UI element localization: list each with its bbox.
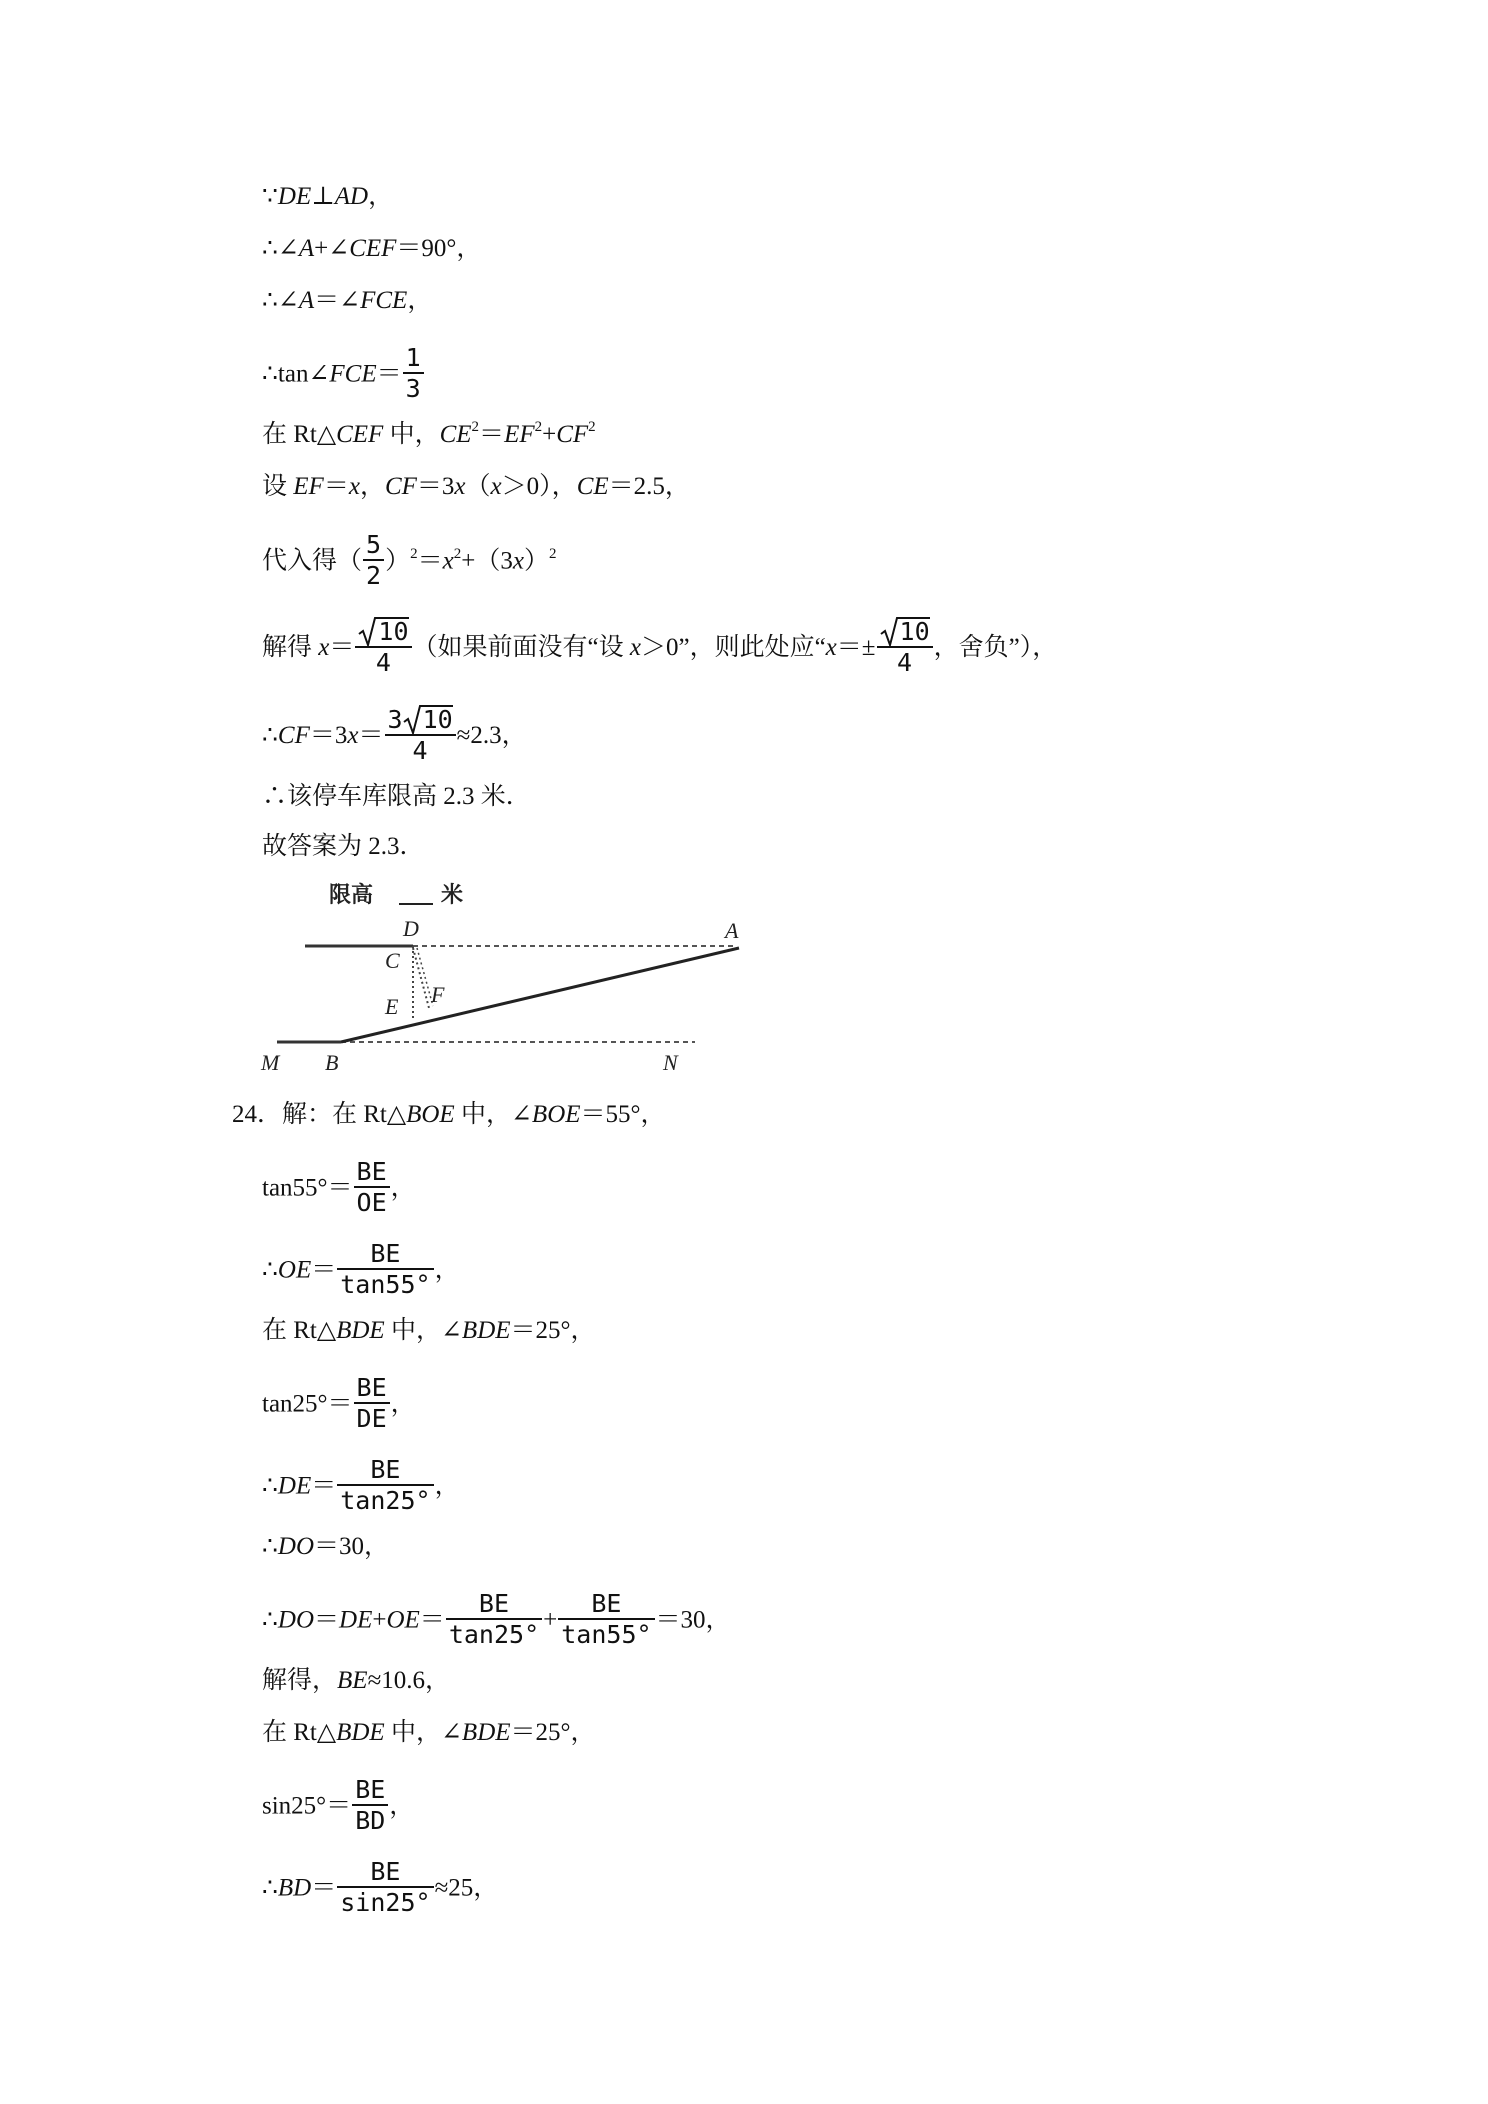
text: x: [490, 473, 502, 500]
line-substitute: [262, 530, 557, 593]
text: ，: [434, 1472, 460, 1500]
text: ＝: [417, 547, 443, 575]
text: sin25°＝: [262, 1792, 352, 1820]
numerator: [877, 617, 933, 646]
line-oe: [262, 1239, 460, 1302]
radicand: 10: [899, 617, 930, 646]
exponent: 2: [588, 419, 596, 435]
radical-sign: [403, 705, 423, 735]
fraction: [354, 1158, 390, 1218]
text: ∴: [262, 1472, 278, 1500]
text: 设: [262, 473, 294, 500]
text: ≈2.3，: [456, 722, 527, 750]
denominator: tan55°: [558, 1618, 654, 1650]
text: ＝: [479, 421, 505, 448]
text: DO: [277, 1606, 315, 1634]
text: ，: [390, 1390, 416, 1418]
text: ）: [523, 547, 549, 575]
text: tan25°＝: [262, 1390, 353, 1418]
sqrt: [880, 617, 930, 646]
text: ＝3: [309, 722, 348, 750]
text: tan55°＝: [262, 1174, 353, 1202]
text: 24．解：在 Rt△: [232, 1101, 407, 1128]
figure-unit: 米: [441, 882, 464, 907]
line-de: [262, 1455, 460, 1518]
text: 在 Rt△: [262, 1317, 337, 1344]
text: ，: [407, 287, 433, 314]
sqrt: [403, 705, 453, 734]
text: ≈10.6，: [367, 1667, 451, 1694]
text: CEF: [336, 421, 384, 448]
text: ＝±: [836, 634, 876, 662]
numerator: 5: [366, 530, 382, 559]
text: ，: [368, 183, 394, 210]
numerator: [355, 617, 411, 646]
line-set-variables: [262, 472, 690, 502]
line-conclusion: ∴该停车库限高 2.3 米．: [262, 783, 531, 810]
line-solve-x: [262, 619, 1057, 680]
text: x: [348, 473, 360, 500]
text: ，: [390, 1174, 416, 1202]
text: DO: [277, 1533, 315, 1560]
text: ＝90°，: [396, 235, 482, 262]
denominator: 4: [355, 646, 411, 678]
denominator: OE: [354, 1186, 390, 1218]
text: x: [442, 547, 454, 575]
radical-sign: [880, 617, 900, 647]
text: FCE: [360, 287, 408, 314]
ramp-line-ab: [341, 948, 739, 1042]
fraction: [337, 1456, 433, 1516]
line-triangle-bde-2: [262, 1718, 596, 1748]
text: +: [542, 421, 557, 448]
text: BDE: [336, 1719, 385, 1746]
text: BDE: [461, 1719, 511, 1746]
exponent: 2: [410, 545, 418, 562]
fraction: [446, 1590, 542, 1650]
text: x: [347, 722, 359, 750]
text: 解得: [262, 634, 319, 662]
label-a: A: [725, 918, 739, 943]
text: ＝: [311, 1472, 337, 1500]
text: DE: [277, 183, 312, 210]
text: EF: [293, 473, 324, 500]
numerator: BE: [370, 1455, 401, 1484]
text: DE: [339, 1606, 373, 1634]
text: ＞0”，则此处应“: [640, 634, 826, 662]
label-c: C: [385, 948, 400, 973]
numerator: BE: [591, 1589, 622, 1618]
text: +∠: [314, 235, 350, 262]
line-be-value: [262, 1666, 450, 1696]
text: +: [372, 1606, 387, 1634]
text: +: [543, 1606, 558, 1634]
numerator: BE: [355, 1775, 386, 1804]
text: ，: [434, 1256, 460, 1284]
denominator: 4: [385, 734, 456, 766]
text: CE: [439, 421, 472, 448]
because-symbol: ∵: [262, 183, 278, 210]
text: CF: [384, 473, 417, 500]
text: ∴: [262, 1533, 278, 1560]
text: x: [318, 634, 330, 662]
radicand: 10: [422, 705, 453, 734]
text: ＝: [329, 634, 355, 662]
text: ∴: [262, 1874, 278, 1902]
geometry-figure: [255, 880, 775, 1090]
numerator: BE: [356, 1373, 387, 1402]
fraction: [337, 1858, 433, 1918]
text: ∴: [262, 722, 278, 750]
line-answer: 故答案为 2.3．: [262, 833, 425, 860]
text: 代入得（: [262, 547, 363, 575]
text: ＝30，: [314, 1533, 390, 1560]
text: BDE: [461, 1317, 511, 1344]
fraction: [354, 1374, 390, 1434]
text: CF: [556, 421, 589, 448]
text: ∴∠: [262, 235, 299, 262]
text: BE: [337, 1667, 368, 1694]
text: ＝∠: [314, 287, 361, 314]
line-bd: [262, 1857, 499, 1920]
text: ∴tan∠: [262, 360, 330, 388]
text: ＝: [311, 1256, 337, 1284]
line-tan-fce: [262, 343, 425, 406]
text: 中，∠: [384, 1719, 462, 1746]
text: ＝3: [416, 473, 455, 500]
numerator: BE: [370, 1239, 401, 1268]
fraction: [877, 617, 933, 678]
text: CF: [277, 722, 310, 750]
text: FCE: [329, 360, 377, 388]
text: +（3: [461, 547, 513, 575]
line-de-perp-ad: [262, 182, 393, 212]
text: ∴∠: [262, 287, 299, 314]
text: ＝: [358, 722, 384, 750]
text: ）: [385, 547, 411, 575]
label-f: F: [431, 982, 445, 1007]
text: 解得，: [262, 1667, 338, 1694]
text: BOE: [531, 1101, 581, 1128]
fraction: [337, 1240, 433, 1300]
fraction: [363, 531, 384, 591]
text: x: [512, 547, 524, 575]
label-b: B: [325, 1050, 339, 1075]
text: 中，∠: [384, 1317, 462, 1344]
perp-symbol: ⊥: [311, 183, 335, 210]
text: OE: [277, 1256, 312, 1284]
fraction: [558, 1590, 654, 1650]
question-24-heading: [232, 1100, 666, 1130]
denominator: BD: [352, 1804, 388, 1836]
exponent: 2: [534, 419, 543, 435]
text: ∴: [262, 1256, 278, 1284]
text: 在 Rt△: [262, 1719, 337, 1746]
text: x: [629, 634, 641, 662]
text: ＝: [419, 1606, 445, 1634]
text: A: [298, 235, 315, 262]
radical-sign: [358, 617, 378, 647]
line-sin25: [262, 1775, 415, 1838]
text: OE: [386, 1606, 420, 1634]
fraction: [403, 344, 424, 404]
line-angle-equal: [262, 286, 432, 316]
denominator: 2: [363, 559, 384, 591]
text: A: [298, 287, 315, 314]
exponent: 2: [548, 545, 557, 562]
text: 在 Rt△: [262, 421, 337, 448]
denominator: sin25°: [337, 1886, 433, 1918]
denominator: 3: [403, 372, 424, 404]
line-triangle-bde: [262, 1316, 596, 1346]
fraction: [385, 705, 456, 766]
denominator: tan25°: [446, 1618, 542, 1650]
text: ＝2.5，: [608, 473, 690, 500]
text: 中，: [383, 421, 440, 448]
label-d: D: [403, 916, 419, 941]
segment-cf: [413, 948, 429, 1008]
text: CE: [576, 473, 609, 500]
radicand: 10: [378, 617, 409, 646]
text: ，: [359, 473, 385, 500]
text: ∴: [262, 1606, 278, 1634]
label-n: N: [663, 1050, 678, 1075]
text: EF: [504, 421, 535, 448]
text: ＝: [311, 1874, 337, 1902]
text: ，舍负”），: [933, 634, 1058, 662]
numerator: [385, 705, 456, 734]
text: BOE: [406, 1101, 455, 1128]
line-do-sum: [262, 1589, 731, 1652]
numerator: BE: [478, 1589, 510, 1618]
line-tan25: [262, 1373, 416, 1436]
text: 中，∠: [454, 1101, 532, 1128]
text: （: [465, 473, 491, 500]
label-m: M: [261, 1050, 280, 1075]
text: （如果前面没有“设: [412, 634, 630, 662]
label-e: E: [385, 994, 399, 1019]
fraction: [352, 1776, 388, 1836]
text: BD: [277, 1874, 312, 1902]
line-angle-sum: [262, 234, 481, 264]
line-cf-value: [262, 707, 527, 768]
numerator: BE: [370, 1857, 401, 1886]
text: ＝: [314, 1606, 340, 1634]
text: DE: [277, 1472, 312, 1500]
line-pythagoras: [262, 420, 596, 453]
denominator: tan25°: [337, 1484, 433, 1516]
denominator: 4: [877, 646, 933, 678]
text: AD: [334, 183, 369, 210]
numerator: 1: [405, 343, 421, 372]
denominator: tan55°: [337, 1268, 433, 1300]
text: ＝: [376, 360, 402, 388]
text: CEF: [349, 235, 397, 262]
text: ＝55°，: [580, 1101, 666, 1128]
text: ≈25，: [434, 1874, 499, 1902]
sqrt: [358, 617, 408, 646]
line-tan55: [262, 1157, 416, 1220]
line-do: [262, 1532, 389, 1562]
text: ，: [389, 1792, 415, 1820]
text: BDE: [336, 1317, 385, 1344]
text: ＝30，: [655, 1606, 731, 1634]
numerator: BE: [356, 1157, 387, 1186]
exponent: 2: [453, 545, 462, 562]
text: x: [825, 634, 837, 662]
text: x: [454, 473, 466, 500]
fraction: [355, 617, 411, 678]
exponent: 2: [471, 419, 480, 435]
text: ＝25°，: [510, 1317, 596, 1344]
coefficient: 3: [387, 705, 403, 734]
text: ，: [551, 473, 577, 500]
text: ＝25°，: [510, 1719, 596, 1746]
denominator: DE: [354, 1402, 390, 1434]
figure-caption: 限高: [329, 882, 374, 907]
text: ＝: [323, 473, 349, 500]
text: ＞0）: [501, 473, 552, 500]
